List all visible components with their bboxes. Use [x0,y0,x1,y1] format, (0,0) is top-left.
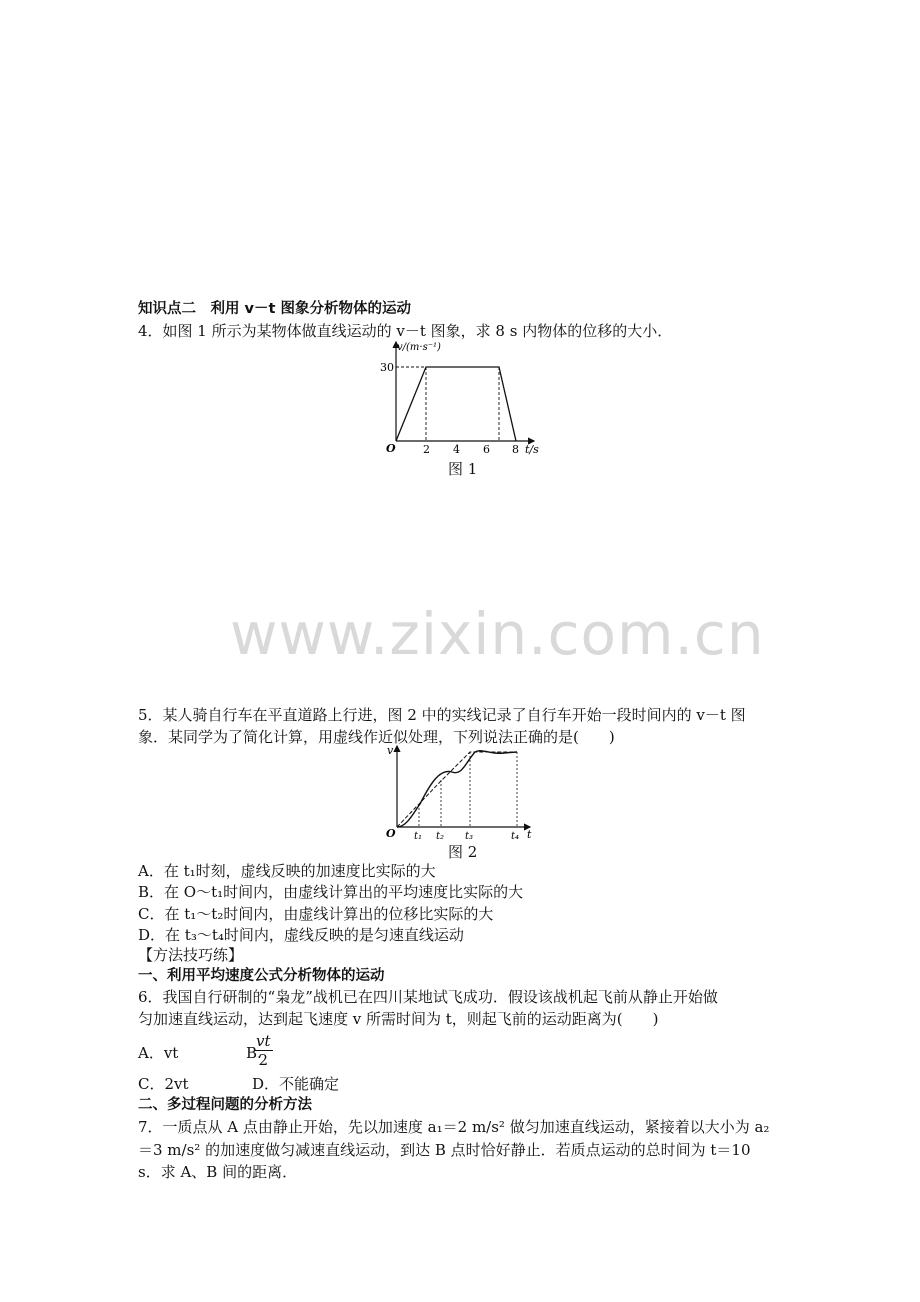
q6-option-c: C．2vt [138,1075,189,1093]
fig2-xlabel: t [527,828,532,841]
question-7-line-1: 7．一质点从 A 点由静止开始，先以加速度 a₁＝2 m/s² 做匀加速直线运动，紧接着以大小为 a₂ [138,1118,770,1136]
fig1-x-tick-6: 6 [483,443,490,456]
q5-option-b: B．在 O～t₁时间内，由虚线计算出的平均速度比实际的大 [138,883,524,901]
fig1-y-tick-30: 30 [380,361,394,374]
method-header: 【方法技巧练】 [138,946,244,964]
fig1-velocity-line [396,367,516,441]
fig1-origin: O [386,442,396,455]
fig1-x-tick-2: 2 [423,443,430,456]
fig2-actual-curve [397,751,517,827]
question-7-line-3: s．求 A、B 间的距离． [138,1163,298,1181]
fig2-x-tick-t2: t₂ [436,831,445,842]
fig1-x-tick-8: 8 [512,443,519,456]
question-5-line-2: 象．某同学为了简化计算，用虚线作近似处理，下列说法正确的是( ) [138,728,615,746]
fig1-x-tick-4: 4 [453,443,460,456]
fig1-ylabel: v/(m·s⁻¹) [397,342,441,353]
figure-1-vt-graph [376,336,546,458]
figure-1-caption: 图 1 [448,460,478,478]
watermark: www.zixin.com.cn [230,600,765,668]
fraction-denominator: 2 [258,1051,269,1069]
question-5-line-1: 5．某人骑自行车在平直道路上行进，图 2 中的实线记录了自行车开始一段时间内的 v－t 图 [138,706,746,724]
section-title: 知识点二 利用 v－t 图象分析物体的运动 [138,301,411,317]
fig2-ylabel: v [387,744,394,757]
question-7-line-2: ＝3 m/s² 的加速度做匀减速直线运动，到达 B 点时恰好静止．若质点运动的总时间为 t＝10 [138,1141,751,1159]
figure-2-vt-graph [382,742,537,842]
fig2-x-tick-t4: t₄ [511,831,520,842]
q5-option-d: D．在 t₃～t₄时间内，虚线反映的是匀速直线运动 [138,926,464,944]
q6-option-b-prefix: B. [246,1044,262,1062]
question-6-line-1: 6．我国自行研制的“枭龙”战机已在四川某地试飞成功．假设该战机起飞前从静止开始做 [138,988,718,1006]
question-4: 4．如图 1 所示为某物体做直线运动的 v－t 图象，求 8 s 内物体的位移的大小． [138,322,673,340]
subsection-2-title: 二、多过程问题的分析方法 [138,1097,312,1113]
fig2-x-tick-t3: t₃ [465,831,474,842]
subsection-1-title: 一、利用平均速度公式分析物体的运动 [138,968,385,984]
q6-option-a: A．vt [138,1044,179,1062]
fraction-numerator: vt [256,1032,271,1050]
figure-2-caption: 图 2 [448,843,478,861]
q6-option-b-fraction [254,1032,273,1069]
fig1-xlabel: t/s [525,443,539,456]
q6-option-d: D．不能确定 [252,1075,340,1093]
fig2-x-tick-t1: t₁ [414,831,423,842]
q5-option-c: C．在 t₁～t₂时间内，由虚线计算出的位移比实际的大 [138,905,494,923]
fig2-approx-dashed-line [397,752,517,827]
fig2-origin: O [386,827,396,840]
q5-option-a: A．在 t₁时刻，虚线反映的加速度比实际的大 [138,862,436,880]
question-6-line-2: 匀加速直线运动，达到起飞速度 v 所需时间为 t，则起飞前的运动距离为( ) [138,1010,659,1028]
